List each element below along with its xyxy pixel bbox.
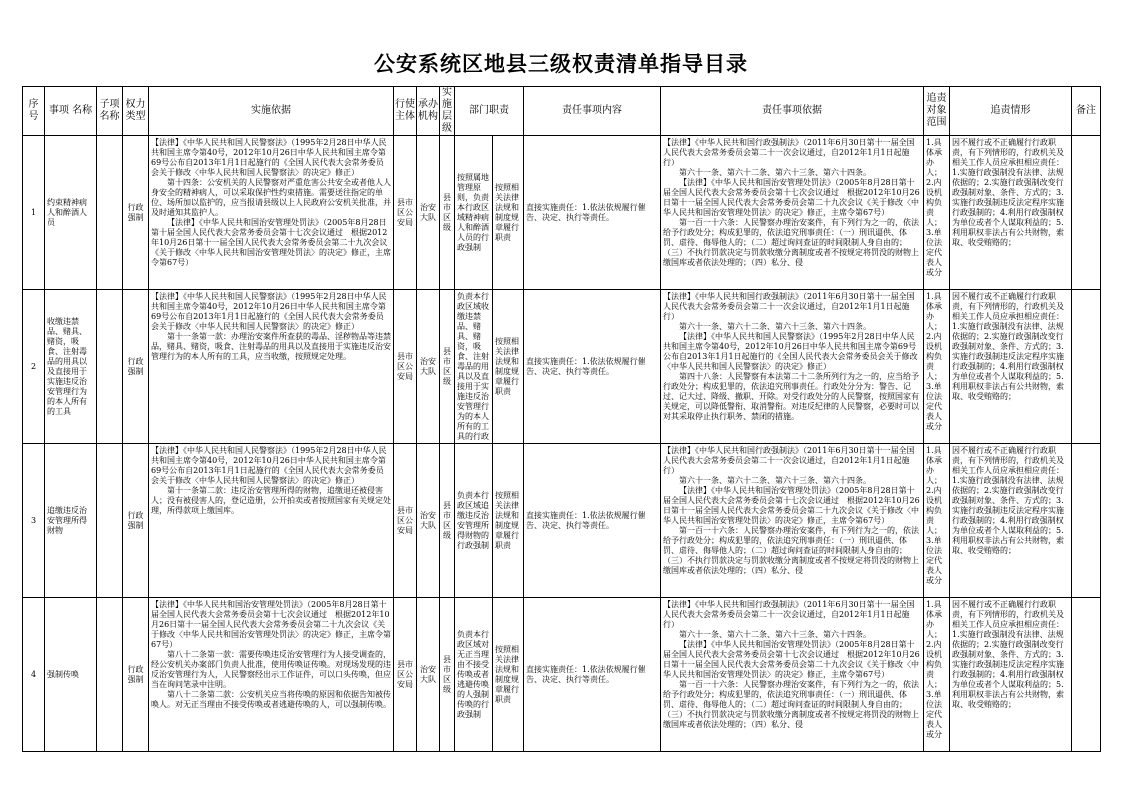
header-target: 追责对象范围 (924, 87, 950, 136)
paragraph: 第十一条第二款：违反治安管理所得的财物，追缴退还被侵害人；没有被侵害人的，登记造册，公开拍卖或者按照国家有关规定处理，所得款项上缴国库。 (151, 485, 391, 515)
table-row (23, 290, 1101, 444)
row-dept-duty: 按照属地管理原则，负责本行政区域精神病人和醉酒人员的行政强制 (455, 136, 493, 290)
row-item-name: 约束精神病人和醉酒人员 (45, 136, 97, 290)
header-item-name: 事项 名称 (45, 87, 97, 136)
row-resp-content: 直接实施责任：1.依法依规履行催告、决定、执行等责任。 (524, 598, 661, 752)
row-dept-duty-2: 按照相关法律法规和制度规章履行职责 (493, 136, 524, 290)
row-situation: 因不履行或不正确履行行政职责，有下列情形的，行政机关及相关工作人员应承担相应责任：1.实施行政强制没有法律、法规依据的；2.实施行政强制改变行政强制对象、条件、方式的；3.实施行政强制违反法定程序实施行政强制的；4.利用行政强制权为单位或者个人谋取利益的；5.利用职权非法占有公共财物，索取、收受贿赂的； (950, 290, 1072, 444)
paragraph: 【法律】《中华人民共和国人民警察法》（1995年2月28日中华人民共和国主席令第40号，2012年10月26日中华人民共和国主席令第69号公布自2013年1月1日起施行的《全国人民代表大会常务委员会关于修改〈中华人民共和国人民警察法〉的决定》修正） (151, 291, 387, 331)
paragraph: 【法律】《中华人民共和国行政强制法》（2011年6月30日第十一届全国人民代表大会常务委员会第二十一次会议通过，自2012年1月1日起施行） (663, 445, 915, 475)
row-resp-content: 直接实施责任：1.依法依规履行催告、决定、执行等责任。 (524, 290, 661, 444)
paragraph: 【法律】《中华人民共和国治安管理处罚法》（2005年8月28日第十届全国人民代表大会常务委员会第十七次会议通过 根据2012年10月26日第十一届全国人民代表大会常务委员会第二十九次会议《关于修改〈中华人民共和国治安管理处罚法〉的决定》修正，主席令第67号） (663, 639, 920, 679)
row-target: 1.具体承办人；2.内设机构负责人；3.单位法定代表人或分 (924, 598, 950, 752)
row-level: 县市区级 (440, 598, 455, 752)
row-org: 治安大队 (417, 290, 440, 444)
table-row (23, 136, 1101, 290)
paragraph: 【法律】《中华人民共和国治安管理处罚法》（2005年8月28日第十届全国人民代表大会常务委员会第十七次会议通过 根据2012年10月26日第十一届全国人民代表大会常务委员会第二十九次会议《关于修改〈中华人民共和国治安管理处罚法〉的决定》修正，主席令第67号） (151, 217, 391, 267)
row-seq: 4 (23, 598, 45, 752)
header-power-type: 权力类型 (123, 87, 149, 136)
row-level: 县市区级 (440, 290, 455, 444)
paragraph: 第六十一条、第六十二条、第六十三条、第六十四条。 (679, 629, 871, 639)
paragraph: 第十一条第一款：办理治安案件所查获的毒品、淫秽物品等违禁品，赌具、赌资，吸食、注射毒品的用具以及直接用于实施违反治安管理行为的本人所有的工具，应当收缴，按照规定处理。 (151, 331, 391, 361)
row-sub-item (97, 598, 123, 752)
row-seq: 1 (23, 136, 45, 290)
row-basis (149, 136, 394, 290)
row-basis (149, 290, 394, 444)
header-situation: 追责情形 (950, 87, 1072, 136)
row-basis (149, 598, 394, 752)
row-power-type: 行政强制 (123, 290, 149, 444)
row-resp-basis (661, 444, 924, 598)
header-dept-duty: 部门职责 (455, 87, 524, 136)
row-power-type: 行政强制 (123, 444, 149, 598)
header-resp-basis: 责任事项依据 (661, 87, 924, 136)
page-title: 公安系统区地县三级权责清单指导目录 (374, 51, 748, 76)
paragraph: 第十四条：公安机关的人民警察对严重危害公共安全或者他人人身安全的精神病人，可以采取保护性约束措施。需要送往指定的单位、场所加以监护的，应当报请县级以上人民政府公安机关批准，并及时通知其监护人。 (151, 177, 391, 217)
paragraph: 【法律】《中华人民共和国治安管理处罚法》（2005年8月28日第十届全国人民代表大会常务委员会第十七次会议通过 根据2012年10月26日第十一届全国人民代表大会常务委员会第二十九次会议《关于修改〈中华人民共和国治安管理处罚法〉的决定》修正，主席令第67号） (151, 599, 391, 649)
row-resp-content: 直接实施责任：1.依法依规履行催告、决定、执行等责任。 (524, 444, 661, 598)
table-row (23, 444, 1101, 598)
paragraph: 第六十一条、第六十二条、第六十三条、第六十四条。 (679, 321, 871, 331)
paragraph: 【法律】《中华人民共和国治安管理处罚法》（2005年8月28日第十届全国人民代表大会常务委员会第十七次会议通过 根据2012年10月26日第十一届全国人民代表大会常务委员会第二十九次会议《关于修改〈中华人民共和国治安管理处罚法〉的决定》修正，主席令第67号） (663, 177, 920, 217)
paragraph: 第八十二条第一款：需要传唤违反治安管理行为人接受调查的，经公安机关办案部门负责人批准，使用传唤证传唤。对现场发现的违反治安管理行为人，人民警察经出示工作证件，可以口头传唤，但应当在询问笔录中注明。 (151, 649, 391, 689)
paragraph: 【法律】《中华人民共和国行政强制法》（2011年6月30日第十一届全国人民代表大会常务委员会第二十一次会议通过，自2012年1月1日起施行） (663, 291, 915, 321)
header-resp-content: 责任事项内容 (524, 87, 661, 136)
row-power-type: 行政强制 (123, 598, 149, 752)
row-item-name: 追缴违反治安管理所得财物 (45, 444, 97, 598)
paragraph: 第六十一条、第六十二条、第六十三条、第六十四条。 (679, 167, 871, 177)
row-sub-item (97, 444, 123, 598)
row-dept-duty: 负责本行政区域对无正当理由不接受传唤或者逃避传唤的人强制传唤的行政强制 (455, 598, 493, 752)
header-row (23, 87, 1101, 136)
row-situation: 因不履行或不正确履行行政职责，有下列情形的，行政机关及相关工作人员应承担相应责任：1.实施行政强制没有法律、法规依据的；2.实施行政强制改变行政强制对象、条件、方式的；3.实施行政强制违反法定程序实施行政强制的；4.利用行政强制权为单位或者个人谋取利益的；5.利用职权非法占有公共财物，索取、收受贿赂的； (950, 444, 1072, 598)
row-situation: 因不履行或不正确履行行政职责，有下列情形的，行政机关及相关工作人员应承担相应责任：1.实施行政强制没有法律、法规依据的；2.实施行政强制改变行政强制对象、条件、方式的；3.实施行政强制违反法定程序实施行政强制的；4.利用行政强制权为单位或者个人谋取利益的；5.利用职权非法占有公共财物，索取、收受贿赂的； (950, 136, 1072, 290)
row-dept-duty: 负责本行政区域追缴违反治安管理所得财物的行政强制 (455, 444, 493, 598)
row-subject: 县市区公安局 (394, 444, 417, 598)
header-subject: 行使主体 (394, 87, 417, 136)
row-org: 治安大队 (417, 136, 440, 290)
header-sub-item: 子项名称 (97, 87, 123, 136)
row-item-name: 收缴违禁品、赌具、赌资，吸食、注射毒品的用具以及直接用于实施违反治安管理行为的本人所有的工具 (45, 290, 97, 444)
row-sub-item (97, 290, 123, 444)
header-basis: 实施依据 (149, 87, 394, 136)
row-org: 治安大队 (417, 598, 440, 752)
row-dept-duty-2: 按照相关法律法规和制度规章履行职责 (493, 598, 524, 752)
row-dept-duty-2: 按照相关法律法规和制度规章履行职责 (493, 444, 524, 598)
paragraph: 【法律】《中华人民共和国人民警察法》（1995年2月28日中华人民共和国主席令第40号，2012年10月26日中华人民共和国主席令第69号公布自2013年1月1日起施行的《全国人民代表大会常务委员会关于修改〈中华人民共和国人民警察法〉的决定》修正） (663, 331, 918, 371)
row-situation: 因不履行或不正确履行行政职责，有下列情形的，行政机关及相关工作人员应承担相应责任：1.实施行政强制没有法律、法规依据的；2.实施行政强制改变行政强制对象、条件、方式的；3.实施行政强制违反法定程序实施行政强制的；4.利用行政强制权为单位或者个人谋取利益的；5.利用职权非法占有公共财物，索取、收受贿赂的； (950, 598, 1072, 752)
paragraph: 第四十八条：人民警察有本法第二十二条所列行为之一的，应当给予行政处分；构成犯罪的，依法追究刑事责任。行政处分分为：警告、记过、记大过、降级、撤职、开除。对受行政处分的人民警察，按照国家有关规定，可以降低警衔、取消警衔。对违反纪律的人民警察，必要时可以对其采取停止执行职务、禁闭的措施。 (663, 371, 919, 421)
header-seq: 序号 (23, 87, 45, 136)
row-resp-basis (661, 598, 924, 752)
row-dept-duty-2: 按照相关法律法规和制度规章履行职责 (493, 290, 524, 444)
row-power-type: 行政强制 (123, 136, 149, 290)
row-level: 县市区级 (440, 136, 455, 290)
power-list-table (22, 86, 1101, 752)
header-remark: 备注 (1072, 87, 1101, 136)
paragraph: 【法律】《中华人民共和国行政强制法》（2011年6月30日第十一届全国人民代表大会常务委员会第二十一次会议通过，自2012年1月1日起施行） (663, 599, 915, 629)
row-dept-duty: 负责本行政区域收缴违禁品、赌具、赌资，吸食、注射毒品的用具以及直接用于实施违反治安管理行为的本人所有的工具的行政 (455, 290, 493, 444)
row-remark (1072, 136, 1101, 290)
row-remark (1072, 598, 1101, 752)
paragraph: 【法律】《中华人民共和国人民警察法》（1995年2月28日中华人民共和国主席令第40号，2012年10月26日中华人民共和国主席令第69号公布自2013年1月1日起施行的《全国人民代表大会常务委员会关于修改〈中华人民共和国人民警察法〉的决定》修正） (151, 137, 387, 177)
row-remark (1072, 444, 1101, 598)
row-target: 1.具体承办人；2.内设机构负责人；3.单位法定代表人或分 (924, 290, 950, 444)
row-subject: 县市区公安局 (394, 290, 417, 444)
row-level: 县市区级 (440, 444, 455, 598)
row-target: 1.具体承办人；2.内设机构负责人；3.单位法定代表人或分 (924, 444, 950, 598)
row-seq: 2 (23, 290, 45, 444)
row-subject: 县市区公安局 (394, 136, 417, 290)
row-seq: 3 (23, 444, 45, 598)
row-target: 1.具体承办人；2.内设机构负责人；3.单位法定代表人或分 (924, 136, 950, 290)
paragraph: 第八十二条第二款：公安机关应当将传唤的原因和依据告知被传唤人。对无正当理由不接受传唤或者逃避传唤的人，可以强制传唤。 (151, 689, 391, 709)
header-level: 实施层级 (440, 87, 455, 136)
row-subject: 县市区公安局 (394, 598, 417, 752)
row-resp-content: 直接实施责任：1.依法依规履行催告、决定、执行等责任。 (524, 136, 661, 290)
row-resp-basis (661, 290, 924, 444)
paragraph: 第一百一十六条：人民警察办理治安案件，有下列行为之一的，依法给予行政处分；构成犯罪的，依法追究刑事责任：（一）刑讯逼供、体罚、虐待、侮辱他人的；（二）超过询问查证的时间限制人身自由的；（三）不执行罚款决定与罚款收缴分离制度或者不按规定将罚没的财物上缴国库或者依法处理的；（四）私分、侵 (663, 679, 919, 729)
paragraph: 第一百一十六条：人民警察办理治安案件，有下列行为之一的，依法给予行政处分；构成犯罪的，依法追究刑事责任：（一）刑讯逼供、体罚、虐待、侮辱他人的；（二）超过询问查证的时间限制人身自由的；（三）不执行罚款决定与罚款收缴分离制度或者不按规定将罚没的财物上缴国库或者依法处理的；（四）私分、侵 (663, 525, 919, 575)
table-row (23, 598, 1101, 752)
header-org: 承办机构 (417, 87, 440, 136)
row-sub-item (97, 136, 123, 290)
row-remark (1072, 290, 1101, 444)
row-basis (149, 444, 394, 598)
paragraph: 【法律】《中华人民共和国人民警察法》（1995年2月28日中华人民共和国主席令第40号，2012年10月26日中华人民共和国主席令第69号公布自2013年1月1日起施行的《全国人民代表大会常务委员会关于修改〈中华人民共和国人民警察法〉的决定》修正） (151, 445, 387, 485)
row-org: 治安大队 (417, 444, 440, 598)
paragraph: 【法律】《中华人民共和国治安管理处罚法》（2005年8月28日第十届全国人民代表大会常务委员会第十七次会议通过 根据2012年10月26日第十一届全国人民代表大会常务委员会第二十九次会议《关于修改〈中华人民共和国治安管理处罚法〉的决定》修正，主席令第67号） (663, 485, 920, 525)
row-item-name: 强制传唤 (45, 598, 97, 752)
paragraph: 【法律】《中华人民共和国行政强制法》（2011年6月30日第十一届全国人民代表大会常务委员会第二十一次会议通过，自2012年1月1日起施行） (663, 137, 915, 167)
paragraph: 第六十一条、第六十二条、第六十三条、第六十四条。 (679, 475, 871, 485)
paragraph: 第一百一十六条：人民警察办理治安案件，有下列行为之一的，依法给予行政处分；构成犯罪的，依法追究刑事责任：（一）刑讯逼供、体罚、虐待、侮辱他人的；（二）超过询问查证的时间限制人身自由的；（三）不执行罚款决定与罚款收缴分离制度或者不按规定将罚没的财物上缴国库或者依法处理的；（四）私分、侵 (663, 217, 919, 267)
row-resp-basis (661, 136, 924, 290)
